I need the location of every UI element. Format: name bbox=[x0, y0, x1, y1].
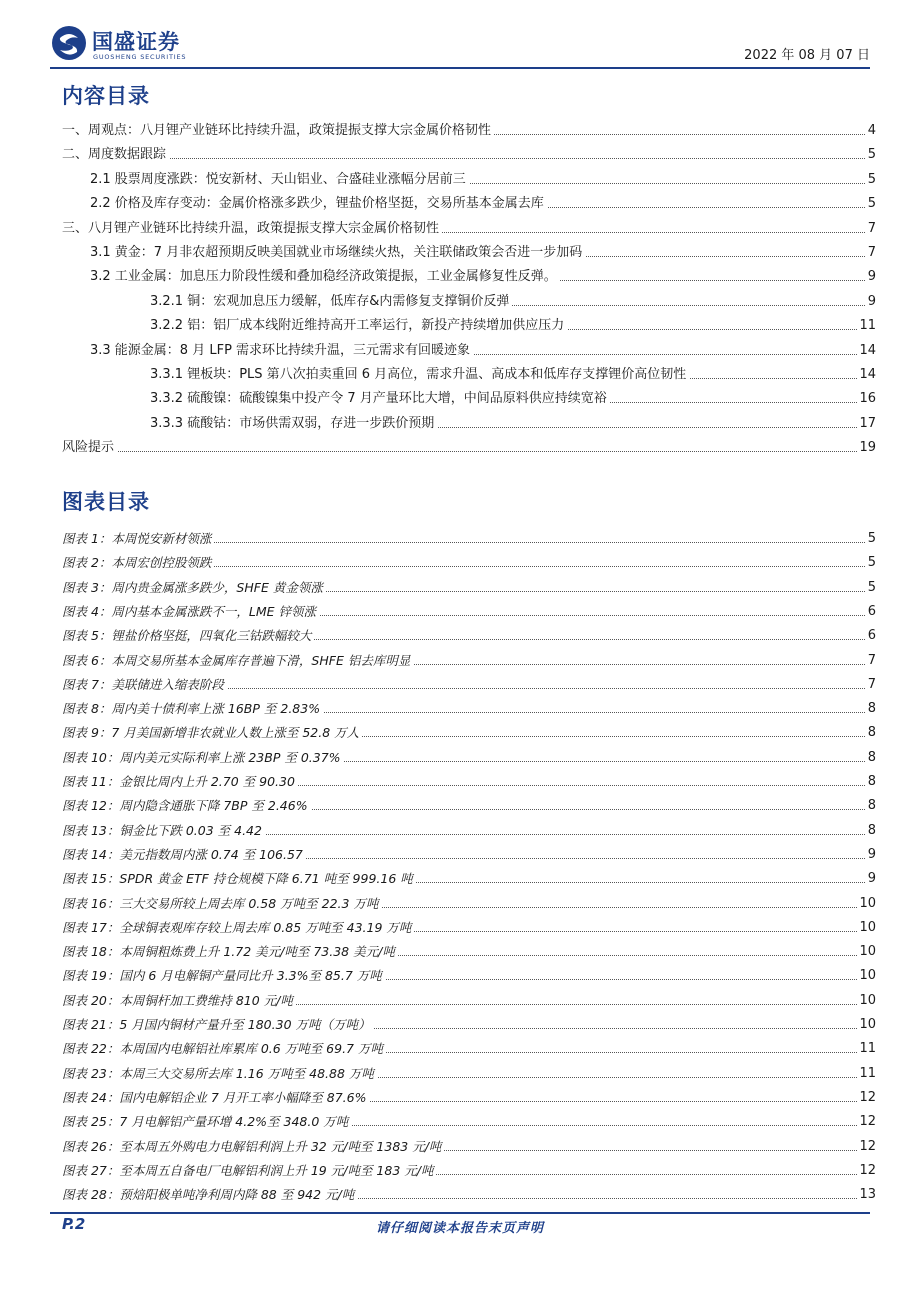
figure-entry[interactable] bbox=[0, 893, 920, 915]
figure-entry[interactable] bbox=[0, 722, 920, 744]
figure-entry-page: 5 bbox=[866, 528, 876, 550]
figure-entry-page: 10 bbox=[857, 941, 876, 963]
figure-entry[interactable] bbox=[0, 868, 920, 890]
figure-entry-page: 7 bbox=[866, 674, 876, 696]
footer-divider bbox=[50, 1212, 870, 1214]
figure-entry-label: 图表 22：本周国内电解铝社库累库 0.6 万吨至 69.7 万吨 bbox=[62, 1038, 386, 1060]
toc-entry-label: 2.2 价格及库存变动：金属价格涨多跌少，锂盐价格坚挺，交易所基本金属去库 bbox=[90, 193, 547, 215]
figure-entry[interactable] bbox=[0, 941, 920, 963]
figure-entry-page: 11 bbox=[857, 1038, 876, 1060]
toc-entry-page: 17 bbox=[857, 413, 876, 435]
figure-entry-label: 图表 11：金银比周内上升 2.70 至 90.30 bbox=[62, 771, 298, 793]
figure-entry[interactable] bbox=[0, 528, 920, 550]
figure-entry[interactable] bbox=[0, 577, 920, 599]
toc-entry[interactable] bbox=[0, 144, 920, 166]
figure-entry-label: 图表 9：7 月美国新增非农就业人数上涨至 52.8 万人 bbox=[62, 722, 362, 744]
toc-entry-page: 9 bbox=[866, 266, 876, 288]
toc-entry-page: 14 bbox=[857, 340, 876, 362]
toc-entry[interactable] bbox=[0, 193, 920, 215]
toc-entry[interactable] bbox=[0, 437, 920, 459]
figure-entry-page: 10 bbox=[857, 893, 876, 915]
toc-entry[interactable] bbox=[0, 266, 920, 288]
figure-entry-page: 8 bbox=[866, 820, 876, 842]
figure-entry-label: 图表 18：本周铜粗炼费上升 1.72 美元/吨至 73.38 美元/吨 bbox=[62, 941, 398, 963]
figure-entry[interactable] bbox=[0, 1087, 920, 1109]
figure-entry-label: 图表 5：锂盐价格坚挺，四氧化三钴跌幅较大 bbox=[62, 625, 314, 647]
footer-disclaimer: 请仔细阅读本报告末页声明 bbox=[375, 1221, 544, 1236]
figure-entry-label: 图表 25：7 月电解铝产量环增 4.2%至 348.0 万吨 bbox=[62, 1111, 351, 1133]
figure-entry-page: 6 bbox=[866, 625, 876, 647]
figure-entry[interactable] bbox=[0, 771, 920, 793]
toc-entry-label: 3.1 黄金：7 月非农超预期反映美国就业市场继续火热，关注联储政策会否进一步加码 bbox=[90, 242, 585, 264]
brand-logo bbox=[50, 24, 200, 64]
figure-entry[interactable] bbox=[0, 990, 920, 1012]
figure-entry[interactable] bbox=[0, 1160, 920, 1182]
toc-entry[interactable] bbox=[0, 242, 920, 264]
figure-entry-label: 图表 24：国内电解铝企业 7 月开工率小幅降至 87.6% bbox=[62, 1087, 369, 1109]
figure-entry-label: 图表 27：至本周五自备电厂电解铝利润上升 19 元/吨至 183 元/吨 bbox=[62, 1160, 436, 1182]
page-number: P.2 bbox=[62, 1215, 86, 1233]
figure-entry-label: 图表 15：SPDR 黄金 ETF 持仓规模下降 6.71 吨至 999.16 吨 bbox=[62, 868, 416, 890]
figure-entry-label: 图表 21：5 月国内铜材产量升至 180.30 万吨（万吨） bbox=[62, 1014, 374, 1036]
figure-entry-page: 11 bbox=[857, 1063, 876, 1085]
figure-entry-page: 6 bbox=[866, 601, 876, 623]
figure-entry-label: 图表 23：本周三大交易所去库 1.16 万吨至 48.88 万吨 bbox=[62, 1063, 377, 1085]
figure-entry-page: 5 bbox=[866, 552, 876, 574]
toc-entry-label: 3.3.1 锂板块：PLS 第八次拍卖重回 6 月高位，需求升温、高成本和低库存支撑锂价高位韧性 bbox=[150, 364, 689, 386]
figure-entry[interactable] bbox=[0, 698, 920, 720]
toc-entry-page: 11 bbox=[857, 315, 876, 337]
figure-entry[interactable] bbox=[0, 747, 920, 769]
figure-entry-label: 图表 16：三大交易所较上周去库 0.58 万吨至 22.3 万吨 bbox=[62, 893, 381, 915]
figure-entry[interactable] bbox=[0, 844, 920, 866]
toc-entry[interactable] bbox=[0, 315, 920, 337]
toc-leader-dots bbox=[62, 451, 865, 452]
figure-entry[interactable] bbox=[0, 1184, 920, 1206]
brand-name: 国盛证券 bbox=[92, 30, 180, 54]
figure-entry-page: 8 bbox=[866, 722, 876, 744]
report-date: 2022 年 08 月 07 日 bbox=[744, 48, 870, 63]
figure-entry-label: 图表 28：预焙阳极单吨净利周内降 88 至 942 元/吨 bbox=[62, 1184, 357, 1206]
figure-entry-label: 图表 7：美联储进入缩表阶段 bbox=[62, 674, 227, 696]
toc-entry-page: 4 bbox=[866, 120, 876, 142]
toc-entry[interactable] bbox=[0, 413, 920, 435]
toc-title: 内容目录 bbox=[62, 84, 150, 108]
figure-entry[interactable] bbox=[0, 1063, 920, 1085]
figure-entry-page: 8 bbox=[866, 698, 876, 720]
figure-entry-label: 图表 20：本周铜杆加工费维持 810 元/吨 bbox=[62, 990, 296, 1012]
figure-entry[interactable] bbox=[0, 1038, 920, 1060]
figure-entry[interactable] bbox=[0, 917, 920, 939]
figure-entry[interactable] bbox=[0, 1111, 920, 1133]
figure-entry[interactable] bbox=[0, 1136, 920, 1158]
figure-entry-label: 图表 12：周内隐含通胀下降 7BP 至 2.46% bbox=[62, 795, 311, 817]
figure-entry-page: 8 bbox=[866, 771, 876, 793]
toc-entry-page: 14 bbox=[857, 364, 876, 386]
figure-entry-page: 12 bbox=[857, 1111, 876, 1133]
figure-entry-page: 8 bbox=[866, 795, 876, 817]
toc-entry-page: 5 bbox=[866, 193, 876, 215]
figure-entry-label: 图表 10：周内美元实际利率上涨 23BP 至 0.37% bbox=[62, 747, 344, 769]
toc-entry[interactable] bbox=[0, 218, 920, 240]
toc-entry-page: 5 bbox=[866, 169, 876, 191]
toc-leader-dots bbox=[62, 158, 865, 159]
toc-entry-page: 9 bbox=[866, 291, 876, 313]
figure-entry-label: 图表 3：周内贵金属涨多跌少，SHFE 黄金领涨 bbox=[62, 577, 326, 599]
toc-entry[interactable] bbox=[0, 120, 920, 142]
brand-logo-icon bbox=[50, 24, 88, 62]
figure-entry-page: 7 bbox=[866, 650, 876, 672]
figure-entry[interactable] bbox=[0, 552, 920, 574]
figure-entry-page: 10 bbox=[857, 1014, 876, 1036]
toc-entry-page: 19 bbox=[857, 437, 876, 459]
toc-entry-label: 3.2 工业金属：加息压力阶段性缓和叠加稳经济政策提振，工业金属修复性反弹。 bbox=[90, 266, 560, 288]
toc-entry[interactable] bbox=[0, 291, 920, 313]
toc-entry-page: 16 bbox=[857, 388, 876, 410]
toc-entry-label: 2.1 股票周度涨跌：悦安新材、天山铝业、合盛硅业涨幅分居前三 bbox=[90, 169, 469, 191]
figure-entry[interactable] bbox=[0, 674, 920, 696]
figure-entry-page: 9 bbox=[866, 844, 876, 866]
figure-entry-label: 图表 17：全球铜表观库存较上周去库 0.85 万吨至 43.19 万吨 bbox=[62, 917, 414, 939]
figure-entry-page: 12 bbox=[857, 1160, 876, 1182]
figure-entry[interactable] bbox=[0, 601, 920, 623]
figure-entry-page: 12 bbox=[857, 1136, 876, 1158]
figure-entry[interactable] bbox=[0, 1014, 920, 1036]
figure-entry-label: 图表 19：国内 6 月电解铜产量同比升 3.3%至 85.7 万吨 bbox=[62, 965, 385, 987]
figure-entry-label: 图表 6：本周交易所基本金属库存普遍下滑，SHFE 铝去库明显 bbox=[62, 650, 413, 672]
figure-entry-page: 5 bbox=[866, 577, 876, 599]
figure-list-title: 图表目录 bbox=[62, 490, 150, 514]
figure-entry-label: 图表 13：铜金比下跌 0.03 至 4.42 bbox=[62, 820, 265, 842]
figure-entry-page: 9 bbox=[866, 868, 876, 890]
figure-entry-page: 8 bbox=[866, 747, 876, 769]
figure-entry-page: 10 bbox=[857, 990, 876, 1012]
figure-entry-label: 图表 4：周内基本金属涨跌不一，LME 锌领涨 bbox=[62, 601, 319, 623]
toc-entry-label: 3.2.1 铜：宏观加息压力缓解，低库存&内需修复支撑铜价反弹 bbox=[150, 291, 512, 313]
toc-entry[interactable] bbox=[0, 340, 920, 362]
figure-entry[interactable] bbox=[0, 795, 920, 817]
toc-entry-page: 5 bbox=[866, 144, 876, 166]
figure-entry[interactable] bbox=[0, 965, 920, 987]
brand-name-en: GUOSHENG SECURITIES bbox=[93, 53, 187, 61]
figure-entry[interactable] bbox=[0, 820, 920, 842]
figure-entry-page: 12 bbox=[857, 1087, 876, 1109]
toc-entry[interactable] bbox=[0, 388, 920, 410]
toc-entry[interactable] bbox=[0, 364, 920, 386]
toc-entry-label: 3.2.2 铝：铝厂成本线附近维持高开工率运行，新投产持续增加供应压力 bbox=[150, 315, 567, 337]
toc-entry-label: 3.3.3 硫酸钴：市场供需双弱，存进一步跌价预期 bbox=[150, 413, 437, 435]
figure-entry[interactable] bbox=[0, 625, 920, 647]
figure-entry[interactable] bbox=[0, 650, 920, 672]
figure-entry-page: 13 bbox=[857, 1184, 876, 1206]
toc-entry-page: 7 bbox=[866, 242, 876, 264]
toc-entry-label: 3.3 能源金属：8 月 LFP 需求环比持续升温，三元需求有回暖迹象 bbox=[90, 340, 473, 362]
figure-entry-page: 10 bbox=[857, 917, 876, 939]
toc-entry-label: 三、八月锂产业链环比持续升温，政策提振支撑大宗金属价格韧性 bbox=[62, 218, 442, 240]
header-divider bbox=[50, 67, 870, 69]
page-header bbox=[50, 22, 870, 70]
toc-entry-page: 7 bbox=[866, 218, 876, 240]
figure-entry-label: 图表 2：本周宏创控股领跌 bbox=[62, 552, 214, 574]
toc-entry-label: 一、周观点：八月锂产业链环比持续升温，政策提振支撑大宗金属价格韧性 bbox=[62, 120, 494, 142]
toc-entry-label: 风险提示 bbox=[62, 437, 117, 459]
toc-entry[interactable] bbox=[0, 169, 920, 191]
toc-entry-label: 3.3.2 硫酸镍：硫酸镍集中投产令 7 月产量环比大增，中间品原料供应持续宽裕 bbox=[150, 388, 610, 410]
figure-entry-label: 图表 26：至本周五外购电力电解铝利润上升 32 元/吨至 1383 元/吨 bbox=[62, 1136, 444, 1158]
toc-entry-label: 二、周度数据跟踪 bbox=[62, 144, 169, 166]
figure-entry-label: 图表 1：本周悦安新材领涨 bbox=[62, 528, 214, 550]
figure-entry-page: 10 bbox=[857, 965, 876, 987]
figure-entry-label: 图表 14：美元指数周内涨 0.74 至 106.57 bbox=[62, 844, 306, 866]
figure-entry-label: 图表 8：周内美十债利率上涨 16BP 至 2.83% bbox=[62, 698, 323, 720]
